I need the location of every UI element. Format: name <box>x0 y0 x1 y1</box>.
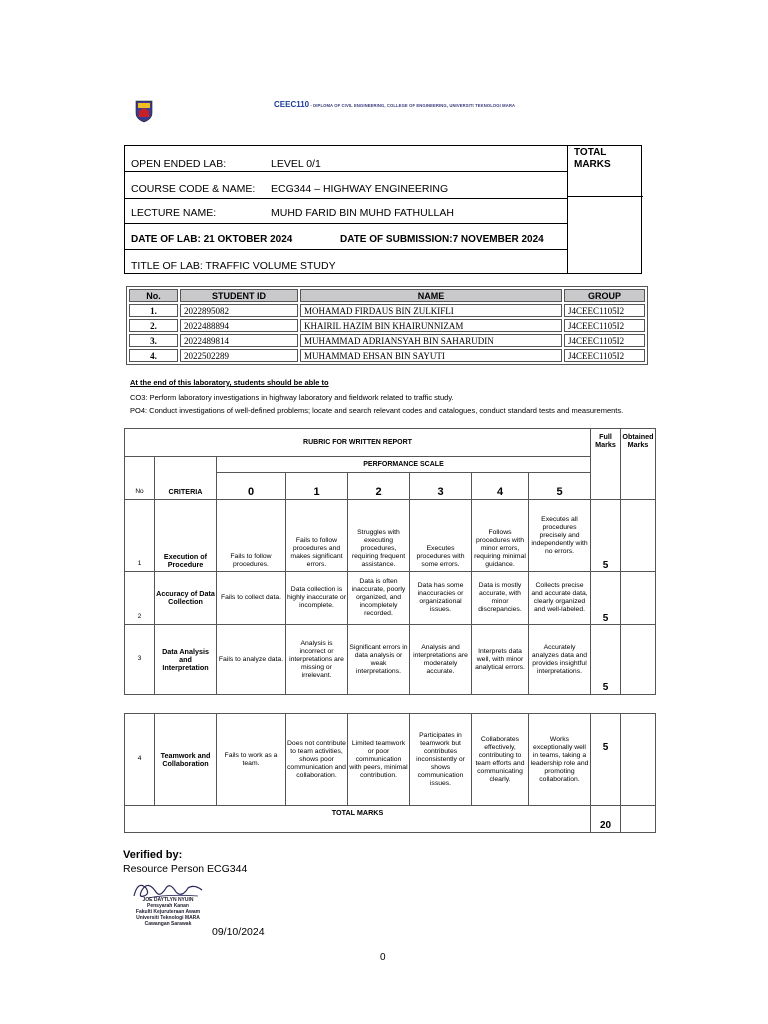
performance-scale-row <box>125 457 656 473</box>
outcome-po4: PO4: Conduct investigations of well-defined problems; locate and search relevant codes and catalogues, conduct standard tests and measurements. <box>130 406 624 415</box>
col-student-id: STUDENT ID <box>180 289 298 302</box>
university-logo <box>134 99 154 123</box>
full-marks-value: 5 <box>591 625 621 695</box>
rubric-row-teamwork: 4 Teamwork and Collaboration Fails to work as a team. Does not contribute to team activities, shows poor communication and collaboration. Limited teamwork or poor communication with peers, minimal contribution. Participates in teamwork but contributes inconsistently or shows communication issues. Collaborates effectively, contributing to team efforts and communicating clearly. Works exceptionally well in teams, taking a leadership role and promoting collaboration. 5 <box>125 714 656 806</box>
scale-5: 5 <box>529 473 591 500</box>
page-number: 0 <box>380 952 386 963</box>
no-header: No <box>125 457 155 500</box>
col-no: No. <box>129 289 178 302</box>
scale-1: 1 <box>286 473 348 500</box>
date-of-submission: DATE OF SUBMISSION:7 NOVEMBER 2024 <box>340 234 544 245</box>
obtained-marks-cell <box>621 500 656 572</box>
info-row-level: OPEN ENDED LAB: LEVEL 0/1 <box>125 146 567 172</box>
table-row: 4. 2022502289 MUHAMMAD EHSAN BIN SAYUTI J4CEEC1105I2 <box>129 349 645 362</box>
total-marks-label: TOTAL MARKS <box>574 147 611 170</box>
students-header-row <box>129 289 645 302</box>
outcome-co3: CO3: Perform laboratory investigations in highway laboratory and fieldwork related to traffic study. <box>130 393 454 402</box>
lab-info-table <box>124 145 642 274</box>
rubric-table-continued <box>124 713 656 833</box>
obtained-total-cell <box>621 806 656 833</box>
full-marks-value: 5 <box>591 572 621 625</box>
course-code: CEEC110 <box>274 100 310 109</box>
verification-date: 09/10/2024 <box>212 926 265 938</box>
obtained-marks-cell <box>621 714 656 806</box>
verified-by-label: Verified by: <box>123 849 183 861</box>
table-row: 1. 2022895082 MOHAMAD FIRDAUS BIN ZULKIFLI J4CEEC1105I2 <box>129 304 645 317</box>
full-marks-value: 5 <box>591 500 621 572</box>
students-table <box>126 286 648 365</box>
total-marks-value: 20 <box>591 806 621 833</box>
obtained-marks-cell <box>621 625 656 695</box>
official-stamp: JOE DAYTLYN NYUIN Pensyarah Kanan Fakulti Kejuruteraan Awam Universiti Teknologi MARA Cawangan Sarawak <box>135 897 201 927</box>
outcomes-heading: At the end of this laboratory, students should be able to <box>130 378 329 387</box>
col-group: GROUP <box>564 289 645 302</box>
scale-4: 4 <box>472 473 529 500</box>
scale-3: 3 <box>410 473 472 500</box>
info-row-course: COURSE CODE & NAME: ECG344 – HIGHWAY ENGINEERING <box>131 183 449 195</box>
performance-scale-header: PERFORMANCE SCALE <box>217 457 591 473</box>
obtained-marks-header: Obtained Marks <box>621 429 656 500</box>
obtained-marks-cell <box>621 572 656 625</box>
col-name: NAME <box>300 289 562 302</box>
rubric-title-row <box>125 429 656 457</box>
learning-outcomes <box>130 377 623 417</box>
table-row: 2. 2022488894 KHAIRIL HAZIM BIN KHAIRUNNIZAM J4CEEC1105I2 <box>129 319 645 332</box>
rubric-row-analysis: 3 Data Analysis and Interpretation Fails to analyze data. Analysis is incorrect or interpretations are missing or irrelevant. Significant errors in data analysis or weak interpretations. Analysis and interpretations are moderately accurate. Interprets data well, with minor analytical errors. Accurately analyzes data and provides insightful interpretations. 5 <box>125 625 656 695</box>
full-marks-header: Full Marks <box>591 429 621 500</box>
total-marks-label: TOTAL MARKS <box>125 806 591 833</box>
rubric-table <box>124 428 656 695</box>
scale-2: 2 <box>348 473 410 500</box>
rubric-title: RUBRIC FOR WRITTEN REPORT <box>125 429 591 457</box>
resource-person: Resource Person ECG344 <box>123 863 248 875</box>
info-row-lecturer: LECTURE NAME: MUHD FARID BIN MUHD FATHULLAH <box>125 198 567 224</box>
table-row: 3. 2022489814 MUHAMMAD ADRIANSYAH BIN SAHARUDIN J4CEEC1105I2 <box>129 334 645 347</box>
scale-0: 0 <box>217 473 286 500</box>
lab-title: TITLE OF LAB: TRAFFIC VOLUME STUDY <box>131 260 336 272</box>
criteria-header: CRITERIA <box>155 457 217 500</box>
rubric-row-execution: 1 Execution of Procedure Fails to follow procedures. Fails to follow procedures and makes significant errors. Struggles with executing procedures, requiring frequent assistance. Executes procedures with some errors. Follows procedures with minor errors, requiring minimal guidance. Executes all procedures precisely and independently with no errors. 5 <box>125 500 656 572</box>
rubric-total-row <box>125 806 656 833</box>
document-header <box>274 100 515 109</box>
info-row-title <box>125 250 567 273</box>
full-marks-value: 5 <box>591 714 621 806</box>
date-of-lab: DATE OF LAB: 21 OKTOBER 2024 <box>131 234 293 245</box>
program-name: - DIPLOMA OF CIVIL ENGINEERING, COLLEGE OF ENGINEERING, UNIVERSITI TEKNOLOGI MARA <box>309 103 516 108</box>
rubric-row-accuracy: 2 Accuracy of Data Collection Fails to collect data. Data collection is highly inaccurate or incomplete. Data is often inaccurate, poorly organized, and incompletely recorded. Data has some inaccuracies or organizational issues. Data is mostly accurate, with minor discrepancies. Collects precise and accurate data, clearly organized and well-labeled. 5 <box>125 572 656 625</box>
total-marks-box <box>567 146 642 273</box>
info-row-dates <box>125 224 567 250</box>
